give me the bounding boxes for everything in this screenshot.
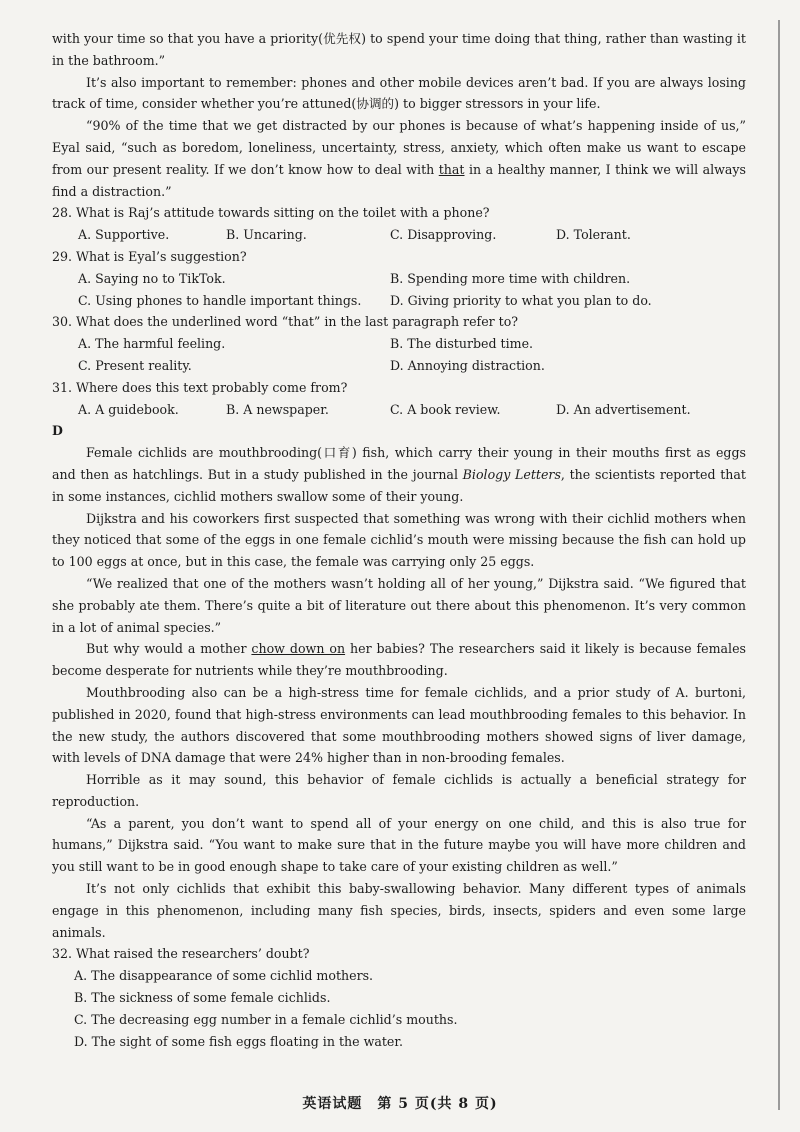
passage-d-paragraph: [52, 442, 746, 507]
option-d[interactable]: D. Giving priority to what you plan to do.: [390, 292, 652, 308]
passage-c-paragraph: It’s also important to remember: phones and other mobile devices aren’t bad. If you are always losing track of time, consider whether you’re attuned(协调的) to bigger stressors in your life.: [52, 74, 746, 112]
option-a[interactable]: A. A guidebook.: [78, 401, 179, 417]
question-29-options-row2: [52, 290, 746, 312]
option-c[interactable]: C. Disapproving.: [390, 227, 497, 243]
passage-d-paragraph: Mouthbrooding also can be a high-stress time for female cichlids, and a prior study of A. burtoni, published in 2020, found that high-stress environments can lead mouthbrooding females to this behavior. In the new study, the authors discovered that some mouthbrooding mothers showed signs of liver damage, with levels of DNA damage that were 24% higher than in non-brooding females.: [52, 684, 746, 766]
question-32-stem: 32. What raised the researchers’ doubt?: [52, 946, 310, 962]
passage-d-paragraph: Dijkstra and his coworkers first suspected that something was wrong with their cichlid mothers when they noticed that some of the eggs in one female cichlid’s mouth were missing because the fish can hold up to 100 eggs at once, but in this case, the female was carrying only 25 eggs.: [52, 510, 746, 570]
option-b[interactable]: B. The sickness of some female cichlids.: [74, 990, 331, 1006]
option-c[interactable]: C. Using phones to handle important things.: [78, 292, 362, 308]
option-a[interactable]: A. Saying no to TikTok.: [78, 270, 226, 286]
page-footer: 英语试题 第 5 页(共 8 页): [302, 1096, 498, 1112]
option-a[interactable]: A. The disappearance of some cichlid mothers.: [74, 968, 374, 984]
option-a[interactable]: A. The harmful feeling.: [78, 336, 226, 352]
question-29-options-row1: [52, 268, 746, 290]
text-run: in a healthy manner, I think we will always find a distraction.”: [52, 161, 746, 199]
option-d[interactable]: D. Tolerant.: [556, 227, 631, 243]
question-31-options: [52, 399, 746, 421]
question-29-stem: 29. What is Eyal’s suggestion?: [52, 248, 247, 264]
text-run: “90% of the time that we get distracted by our phones is because of what’s happening inside of us,” Eyal said, “such as boredom, loneliness, uncertainty, stress, anxiety, which often make us want to escape from our present reality. If we don’t know how to deal with: [52, 118, 746, 177]
question-28-stem: 28. What is Raj’s attitude towards sitting on the toilet with a phone?: [52, 205, 490, 221]
question-30-stem: 30. What does the underlined word “that” in the last paragraph refer to?: [52, 314, 519, 330]
section-heading-d: D: [52, 423, 63, 439]
option-b[interactable]: B. Spending more time with children.: [390, 270, 631, 286]
question-28-options: [52, 224, 746, 246]
question-31-stem: 31. Where does this text probably come from?: [52, 379, 348, 395]
passage-c-paragraph: with your time so that you have a priority(优先权) to spend your time doing that thing, rather than wasting it in the bathroom.”: [52, 31, 746, 68]
option-a[interactable]: A. Supportive.: [78, 227, 170, 243]
text-run: her babies? The researchers said it likely is because females become desperate for nutrients while they’re mouthbrooding.: [52, 641, 746, 679]
page-content: [52, 28, 746, 1052]
passage-c-paragraph: [52, 115, 746, 202]
option-d[interactable]: D. The sight of some fish eggs floating in the water.: [74, 1033, 404, 1049]
question-30-options-row1: [52, 333, 746, 355]
option-d[interactable]: D. An advertisement.: [556, 401, 691, 417]
option-c[interactable]: C. Present reality.: [78, 357, 192, 373]
underlined-phrase-chow-down-on: chow down on: [251, 641, 346, 657]
passage-d-paragraph: [52, 638, 746, 682]
option-b[interactable]: B. A newspaper.: [226, 401, 329, 417]
passage-d-paragraph: Horrible as it may sound, this behavior of female cichlids is actually a beneficial strategy for reproduction.: [52, 772, 746, 809]
option-b[interactable]: B. The disturbed time.: [390, 336, 534, 352]
underlined-word-that: that: [438, 161, 465, 177]
passage-d-paragraph: “We realized that one of the mothers wasn’t holding all of her young,” Dijkstra said. “We figured that she probably ate them. There’s quite a bit of literature out there about this phenomenon. It’s very common in a lot of animal species.”: [52, 575, 746, 635]
text-run: , the scientists reported that in some instances, cichlid mothers swallow some of their young.: [52, 466, 746, 504]
question-30-options-row2: [52, 355, 746, 377]
passage-d-paragraph: “As a parent, you don’t want to spend all of your energy on one child, and this is also true for humans,” Dijkstra said. “You want to make sure that in the future maybe you will have more children and you still want to be in good enough shape to take care of your existing children as well.”: [52, 815, 746, 875]
option-d[interactable]: D. Annoying distraction.: [390, 357, 545, 373]
page-edge-line: [778, 20, 780, 1110]
option-c[interactable]: C. The decreasing egg number in a female cichlid’s mouths.: [74, 1011, 458, 1027]
option-b[interactable]: B. Uncaring.: [226, 227, 307, 243]
journal-title: Biology Letters: [462, 466, 561, 482]
passage-d-paragraph: It’s not only cichlids that exhibit this baby-swallowing behavior. Many different types of animals engage in this phenomenon, including many fish species, birds, insects, spiders and even some large animals.: [52, 881, 746, 940]
text-run: But why would a mother: [86, 641, 252, 657]
option-c[interactable]: C. A book review.: [390, 401, 501, 417]
text-run: Female cichlids are mouthbrooding(口育) fish, which carry their young in their mouths first as eggs and then as hatchlings. But in a study published in the journal: [52, 445, 746, 482]
